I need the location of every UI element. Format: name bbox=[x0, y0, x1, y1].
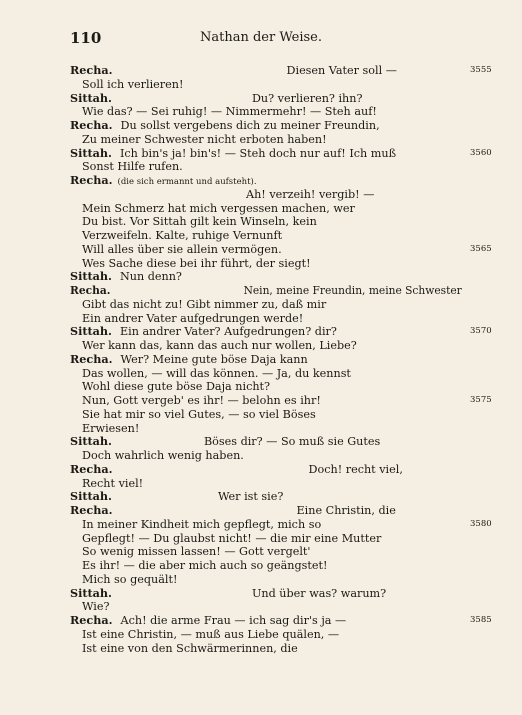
verse-line bbox=[70, 202, 355, 215]
verse-text-line: Gepflegt! — Du glaubst nicht! — die mir eine Mutter bbox=[82, 531, 382, 545]
verse-line bbox=[70, 477, 143, 490]
verse-text-line: Diesen Vater soll — bbox=[286, 64, 397, 77]
speaker-name: Recha. bbox=[70, 63, 113, 77]
verse-line bbox=[70, 188, 374, 201]
verse-line bbox=[70, 325, 337, 338]
page-number: 110 bbox=[70, 29, 102, 47]
verse-line bbox=[70, 435, 380, 448]
verse-line bbox=[70, 133, 327, 146]
verse-line bbox=[70, 339, 357, 352]
verse-line bbox=[70, 394, 321, 407]
speaker-name: Recha. bbox=[70, 613, 113, 627]
verse-text-line: Ich bin's ja! bin's! — Steh doch nur auf! Ich muß bbox=[119, 146, 397, 160]
verse-number: 3555 bbox=[470, 65, 492, 75]
verse-line bbox=[70, 353, 308, 366]
verse-line bbox=[70, 298, 326, 311]
verse-number: 3575 bbox=[470, 395, 492, 405]
verse-text-line: Nun, Gott vergeb' es ihr! — belohn es ihr! bbox=[82, 394, 321, 407]
verse-text-line: Will alles über sie allein vermögen. bbox=[82, 242, 282, 256]
verse-line bbox=[70, 422, 139, 435]
verse-text-line: Mein Schmerz hat mich vergessen machen, wer bbox=[82, 201, 355, 215]
running-title: Nathan der Weise. bbox=[200, 30, 322, 45]
verse-line bbox=[70, 408, 316, 421]
verse-text-line: Sie hat mir so viel Gutes, — so viel Böses bbox=[82, 407, 316, 421]
verse-line bbox=[70, 463, 403, 476]
verse-number: 3580 bbox=[470, 518, 492, 529]
verse-line bbox=[70, 284, 462, 297]
verse-text-line: Verzweifeln. Kalte, ruhige Vernunft bbox=[82, 229, 283, 242]
verse-line bbox=[70, 257, 311, 270]
verse-text-line: Wer kann das, kann das auch nur wollen, Liebe? bbox=[82, 339, 357, 352]
verse-text-line: Recht viel! bbox=[82, 476, 144, 490]
speaker-name: Sittah. bbox=[70, 90, 112, 105]
speaker-name: Sittah. bbox=[70, 489, 112, 504]
verse-text-line: Zu meiner Schwester nicht erboten haben! bbox=[82, 132, 327, 146]
verse-text-line: Es ihr! — die aber mich auch so geängstet! bbox=[82, 559, 328, 572]
verse-text-line: Erwiesen! bbox=[82, 421, 140, 435]
verse-number: 3565 bbox=[470, 243, 492, 254]
verse-text-line: Wer? Meine gute böse Daja kann bbox=[120, 352, 308, 366]
verse-line bbox=[70, 147, 396, 160]
verse-number: 3560 bbox=[470, 147, 492, 158]
verse-text-line: Du sollst vergebens dich zu meiner Freundin, bbox=[120, 119, 380, 132]
verse-text-line: Nun denn? bbox=[119, 270, 182, 284]
verse-line bbox=[70, 119, 380, 132]
verse-text-line: Wie? bbox=[82, 600, 110, 614]
verse-text-line: In meiner Kindheit mich gepflegt, mich so bbox=[82, 517, 322, 531]
verse-text-line: Ist eine Christin, — muß aus Liebe quälen, — bbox=[82, 627, 340, 641]
verse-text-line: Doch wahrlich wenig haben. bbox=[82, 449, 244, 462]
running-header bbox=[0, 29, 522, 49]
verse-text-line: Doch! recht viel, bbox=[308, 462, 403, 476]
verse-text-line: Eine Christin, die bbox=[296, 504, 396, 517]
verse-line bbox=[70, 270, 182, 283]
verse-text-line: Mich so gequält! bbox=[82, 572, 178, 586]
speaker-name: Recha. bbox=[70, 173, 113, 187]
verse-line bbox=[70, 229, 282, 242]
verse-text-line: Ein andrer Vater aufgedrungen werde! bbox=[82, 311, 304, 325]
speaker-name: Sittah. bbox=[70, 434, 112, 449]
verse-text-line: Wes Sache diese bei ihr führt, der siegt! bbox=[82, 256, 311, 270]
verse-text-line: Böses dir? — So muß sie Gutes bbox=[203, 435, 381, 449]
verse-number: 3570 bbox=[470, 326, 492, 337]
verse-line bbox=[70, 559, 327, 572]
speaker-name: Recha. bbox=[70, 351, 113, 366]
verse-text-line: Ach! die arme Frau — ich sag dir's ja — bbox=[120, 614, 347, 627]
verse-text-line: Nein, meine Freundin, meine Schwester bbox=[243, 284, 462, 297]
speaker-name: Sittah. bbox=[70, 269, 112, 284]
verse-text-line: Wer ist sie? bbox=[217, 490, 284, 504]
speaker-name: Sittah. bbox=[70, 585, 112, 600]
verse-line bbox=[70, 532, 381, 545]
verse-text-line: Soll ich verlieren! bbox=[82, 77, 184, 91]
verse-text-line: Gibt das nicht zu! Gibt nimmer zu, daß mir bbox=[82, 297, 327, 311]
verse-line bbox=[70, 545, 311, 558]
verse-text-line: Ist eine von den Schwärmerinnen, die bbox=[82, 641, 298, 655]
speaker-name: Recha. bbox=[70, 461, 113, 476]
verse-text-line: Das wollen, — will das können. — Ja, du kennst bbox=[82, 366, 351, 380]
verse-text-line: Ah! verzeih! vergib! — bbox=[246, 187, 375, 201]
verse-line bbox=[70, 312, 303, 325]
verse-line bbox=[70, 367, 351, 380]
verse-line bbox=[70, 449, 244, 462]
verse-text-line: Ein andrer Vater? Aufgedrungen? dir? bbox=[119, 325, 337, 339]
verse-line bbox=[70, 628, 339, 641]
verse-line bbox=[70, 380, 270, 393]
verse-line bbox=[70, 600, 110, 613]
verse-number: 3585 bbox=[470, 615, 492, 625]
verse-line bbox=[70, 160, 183, 173]
verse-line bbox=[70, 490, 283, 503]
verse-text-line: Wie das? — Sei ruhig! — Nimmermehr! — Steh auf! bbox=[82, 105, 377, 119]
speaker-name: Recha. bbox=[70, 503, 113, 517]
verse-line bbox=[70, 573, 177, 586]
verse-line bbox=[70, 105, 377, 118]
verse-line bbox=[70, 642, 298, 655]
verse-text-line: Sonst Hilfe rufen. bbox=[82, 160, 183, 174]
verse-line bbox=[70, 174, 257, 187]
verse-line bbox=[70, 504, 396, 517]
speaker-name: Recha. bbox=[70, 118, 113, 132]
verse-text-line: So wenig missen lassen! — Gott vergelt' bbox=[82, 545, 311, 559]
speaker-name: Recha. bbox=[70, 283, 111, 297]
verse-text-line: Du? verlieren? ihn? bbox=[251, 91, 363, 105]
verse-line bbox=[70, 518, 321, 531]
verse-line bbox=[70, 64, 397, 77]
verse-line bbox=[70, 614, 346, 627]
stage-direction: (die sich ermannt und aufsteht). bbox=[117, 177, 257, 187]
verse-line bbox=[70, 243, 282, 256]
verse-line bbox=[70, 215, 317, 228]
verse-text-line: Und über was? warum? bbox=[251, 586, 387, 600]
verse-text-line: Du bist. Vor Sittah gilt kein Winseln, kein bbox=[82, 215, 317, 229]
verse-text-line: Wohl diese gute böse Daja nicht? bbox=[82, 380, 271, 394]
verse-line bbox=[70, 92, 362, 105]
verse-line bbox=[70, 78, 183, 91]
verse-line bbox=[70, 587, 386, 600]
speaker-name: Sittah. bbox=[70, 324, 112, 339]
speaker-name: Sittah. bbox=[70, 145, 112, 160]
